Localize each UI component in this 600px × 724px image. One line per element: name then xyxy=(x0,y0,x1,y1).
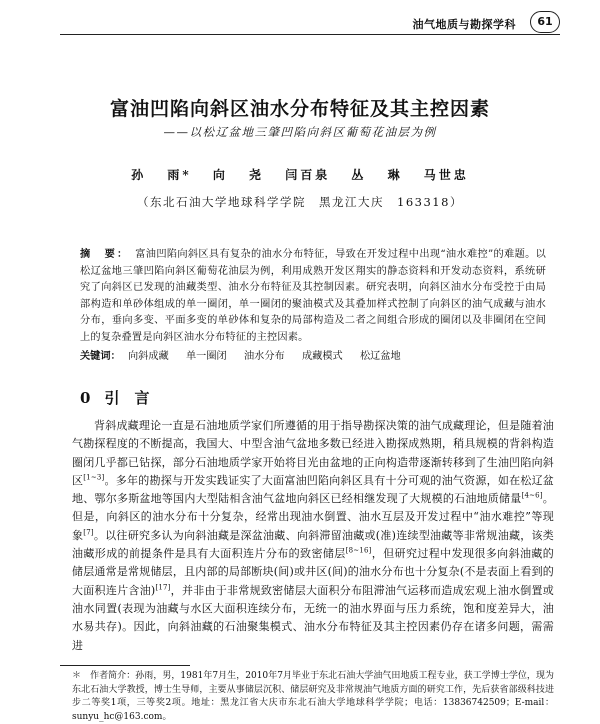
running-header xyxy=(60,12,560,35)
page-number: 61 xyxy=(530,11,560,33)
keyword: 单一圈闭 xyxy=(186,351,227,362)
keyword: 向斜成藏 xyxy=(128,351,169,362)
keywords xyxy=(80,348,546,365)
author: 闫百泉 xyxy=(285,168,331,182)
author: 马世忠 xyxy=(423,168,469,182)
journal-name: 油气地质与勘探学科 xyxy=(412,18,516,31)
body-text-run: 。以往研究多认为向斜油藏是深盆油藏、向斜滞留油藏或(准)连续型油藏等非常规油藏，该类油藏形成的前提条件是具有大面积连片分布的致密储层 xyxy=(72,528,554,561)
body-text-run: ，并非由于非常规致密储层大面积分布阻滞油气运移而造成宏观上油水倒置或油水同置(表现为油藏与水区大面积连续分布，无统一的油水界面与压力系统，饱和度差异大，油水易共存)。因此，向斜油藏的石油聚集模式、油水分布特征及其主控因素仍存在诸多问题，需需进 xyxy=(72,583,554,652)
keywords-label: 关键词： xyxy=(80,350,121,362)
body-paragraph xyxy=(72,417,554,655)
citation: [1~3] xyxy=(83,473,105,482)
section-title: 引 言 xyxy=(104,389,150,407)
author: 孙 雨* xyxy=(131,168,192,182)
section-heading xyxy=(80,387,149,408)
body-text-run: ，但研究过程中发现很多向斜油藏的储层通常是常规储层，且内部的局部断块(间)或井区(间)的油水分布也十分复杂(不是表面上看到的大面积连片含油) xyxy=(72,547,554,597)
footnote-divider xyxy=(60,665,190,666)
citation: [17] xyxy=(155,583,171,592)
author: 向 尧 xyxy=(212,168,265,182)
abstract-label: 摘 要： xyxy=(80,248,130,260)
author: 丛 琳 xyxy=(351,168,403,182)
citation: [7] xyxy=(83,528,94,537)
keyword: 松辽盆地 xyxy=(360,351,401,362)
section-number: 0 xyxy=(80,389,91,407)
abstract-text: 富油凹陷向斜区具有复杂的油水分布特征，导致在开发过程中出现“油水难控”的难题。以松辽盆地三肇凹陷向斜区葡萄花油层为例，利用成熟开发区翔实的静态资料和开发动态资料，系统研究了向斜区已发现的油藏类型、油水分布特征及其控制因素。研究表明，向斜区油水分布受控于由局部构造和单砂体组成的单一圈闭，单一圈闭的聚油模式及其叠加样式控制了向斜区的油气成藏与油水分布，垂向多变、平面多变的单砂体和复杂的局部构造及二者之间组合形成的圈闭以及非圈闭在空间上的复杂叠置是向斜区油水分布特征的主控因素。 xyxy=(80,249,546,343)
keyword: 油水分布 xyxy=(244,351,285,362)
body-text-run: 背斜成藏理论一直是石油地质学家们所遵循的用于指导勘探决策的油气成藏理论，但是随着油气勘探程度的不断提高，我国大、中型含油气盆地多数已经进入勘探成熟期，稍具规模的背斜构造圈闭几乎都已钻探，部分石油地质学家开始将目光由盆地的正向构造带逐渐转移到了生油凹陷向斜区 xyxy=(72,419,554,487)
body-text-run: 。多年的勘探与开发实践证实了大面富油凹陷向斜区具有十分可观的油气资源，如在松辽盆地、鄂尔多斯盆地等国内大型陆相含油气盆地向斜区已经相继发现了大规模的石油地质储量 xyxy=(72,473,555,506)
affiliation: （东北石油大学地球科学学院 黑龙江大庆 163318） xyxy=(137,195,463,209)
keyword: 成藏模式 xyxy=(302,351,343,362)
article-subtitle: ——以松辽盆地三肇凹陷向斜区葡萄花油层为例 xyxy=(163,125,437,139)
body-text-run: 。但是，向斜区的油水分布十分复杂，经常出现油水倒置、油水互层及开发过程中“油水难控”等现象 xyxy=(72,492,555,542)
author-footnote: ＊ 作者简介：孙雨，男，1981年7月生，2010年7月毕业于东北石油大学油气田地质工程专业，获工学博士学位，现为东北石油大学教授，博士生导师，主要从事储层沉积、储层研究及非常规油气地质方面的研究工作，先后获省部级科技进步二等奖1项，三等奖2项。地址：黑龙江省大庆市东北石油大学地球科学学院；电话：13836742509；E-mail：sunyu_hc@163.com。 xyxy=(72,671,554,722)
citation: [8~16] xyxy=(345,546,372,555)
author-list xyxy=(0,166,600,183)
abstract xyxy=(80,246,546,346)
citation: [4~6] xyxy=(521,491,543,500)
article-title: 富油凹陷向斜区油水分布特征及其主控因素 xyxy=(109,98,490,120)
